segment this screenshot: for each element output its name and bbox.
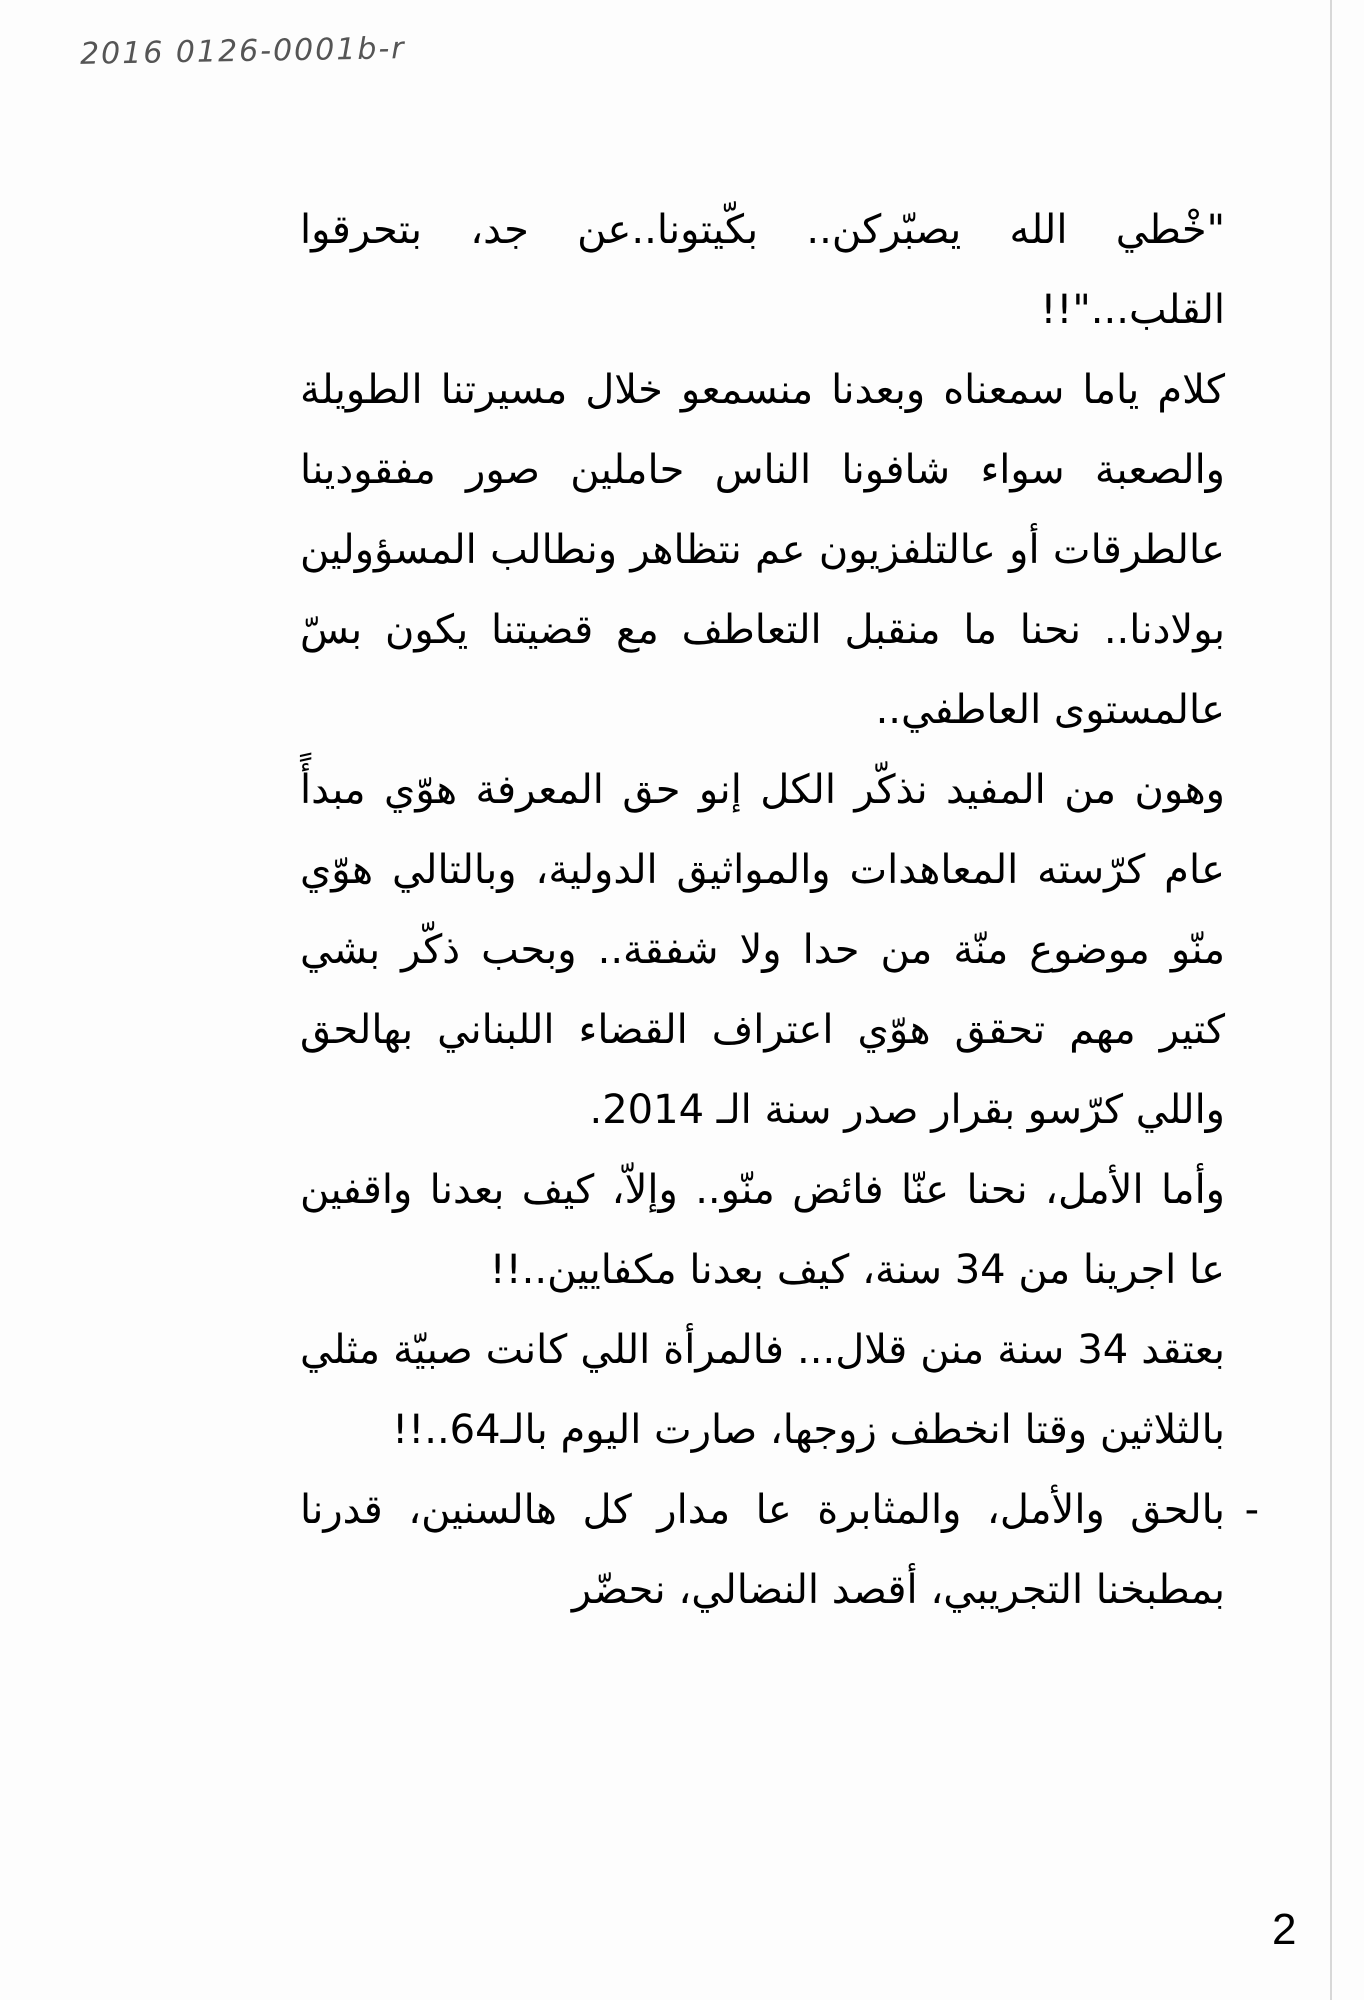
page-number: 2 xyxy=(1272,1905,1297,1954)
list-item xyxy=(300,1470,1259,1630)
paragraph-3: وأما الأمل، نحنا عنّا فائض منّو.. وإلاّ، كيف بعدنا واقفين عا اجرينا من 34 سنة، كيف بعدنا مكفايين..!! xyxy=(300,1167,1225,1293)
handwritten-document-id: 2016 0126-0001b-r xyxy=(79,31,406,72)
list-dash: - xyxy=(1244,1487,1259,1533)
page-edge-line xyxy=(1330,0,1332,2000)
body-text xyxy=(300,190,1259,1630)
paragraph-quote: "خْطي الله يصبّركن.. بكّيتونا..عن جد، بتحرقوا القلب..."!! xyxy=(300,207,1225,333)
paragraph-1: كلام ياما سمعناه وبعدنا منسمعو خلال مسيرتنا الطويلة والصعبة سواء شافونا الناس حاملين صور مفقودينا عالطرقات أو عالتلفزيون عم نتظاهر ونطالب المسؤولين بولادنا.. نحنا ما منقبل التعاطف مع قضيتنا يكون بسّ عالمستوى العاطفي.. xyxy=(300,367,1225,733)
paragraph-2: وهون من المفيد نذكّر الكل إنو حق المعرفة هوّي مبدأً عام كرّسته المعاهدات والمواثيق الدولية، وبالتالي هوّي منّو موضوع منّة من حدا ولا شفقة.. وبحب ذكّر بشي كتير مهم تحقق هوّي اعتراف القضاء اللبناني بهالحق واللي كرّسو بقرار صدر سنة الـ 2014. xyxy=(300,767,1225,1133)
paragraph-4: بعتقد 34 سنة منن قلال... فالمرأة اللي كانت صبيّة مثلي بالثلاثين وقتا انخطف زوجها، صارت اليوم بالـ64..!! xyxy=(300,1327,1225,1453)
list-item-text: بالحق والأمل، والمثابرة عا مدار كل هالسنين، قدرنا بمطبخنا التجريبي، أقصد النضالي، نحضّر xyxy=(300,1487,1225,1613)
